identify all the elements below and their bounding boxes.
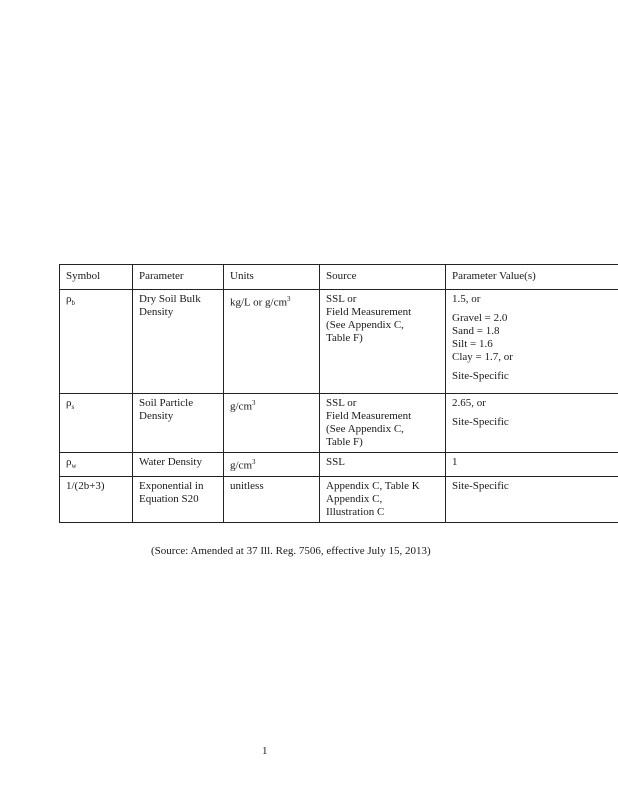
- source-cell-line: SSL: [326, 456, 345, 468]
- parameter-cell-line: Exponential in: [139, 480, 204, 493]
- units-cell: [224, 477, 320, 523]
- source-cell-line: Table F): [326, 436, 363, 448]
- source-cell-line: Appendix C,: [326, 493, 383, 506]
- page-number: 1: [262, 745, 268, 757]
- table-row: [60, 477, 618, 523]
- value-cell: [446, 453, 618, 477]
- value-cell-line: Sand = 1.8: [452, 325, 500, 337]
- source-cell-line: SSL or: [326, 397, 357, 409]
- source-cell: [320, 453, 446, 477]
- symbol-cell: [60, 290, 133, 394]
- symbol-cell: [60, 453, 133, 477]
- units-text: g/cm: [230, 400, 252, 413]
- units-superscript: 3: [287, 295, 291, 303]
- parameter-table-wrapper: [59, 264, 618, 523]
- table-header-row: [60, 265, 618, 290]
- units-superscript: 3: [252, 458, 256, 466]
- value-cell-line: Clay = 1.7, or: [452, 351, 513, 363]
- symbol-base: ρ: [66, 397, 72, 409]
- source-cell-line: Field Measurement: [326, 410, 412, 422]
- parameter-table: [59, 264, 618, 523]
- value-cell: [446, 394, 618, 453]
- value-cell: [446, 290, 618, 394]
- parameter-cell-line: Soil Particle: [139, 397, 194, 409]
- value-cell-line: Site-Specific: [452, 416, 509, 428]
- symbol-cell: [60, 477, 133, 523]
- parameter-cell: [133, 453, 224, 477]
- source-cell: [320, 477, 446, 523]
- source-cell-line: Illustration C: [326, 506, 385, 519]
- source-cell-line: Appendix C, Table K: [326, 480, 420, 493]
- source-cell: [320, 290, 446, 394]
- parameter-cell-line: Equation S20: [139, 493, 199, 506]
- symbol-subscript: s: [71, 403, 75, 412]
- source-note: (Source: Amended at 37 Ill. Reg. 7506, effective July 15, 2013): [151, 545, 431, 557]
- units-cell: [224, 453, 320, 477]
- table-row: [60, 453, 618, 477]
- table-row: [60, 290, 618, 394]
- units-text: g/cm: [230, 459, 252, 472]
- header-symbol: Symbol: [60, 265, 133, 290]
- value-cell-line: Silt = 1.6: [452, 338, 493, 350]
- value-cell-line: Site-Specific: [452, 480, 509, 493]
- parameter-cell-line: Density: [139, 306, 174, 318]
- source-cell-line: Field Measurement: [326, 306, 412, 318]
- parameter-cell-line: Dry Soil Bulk: [139, 293, 201, 305]
- header-parameter-values: Parameter Value(s): [446, 265, 618, 290]
- parameter-cell: [133, 290, 224, 394]
- parameter-cell-line: Density: [139, 410, 174, 422]
- symbol-subscript: w: [71, 462, 77, 471]
- parameter-cell: [133, 477, 224, 523]
- source-cell-line: Table F): [326, 332, 363, 344]
- value-cell: [446, 477, 618, 523]
- source-cell-line: SSL or: [326, 293, 357, 305]
- header-parameter: Parameter: [133, 265, 224, 290]
- symbol-base: 1/(2b+3): [66, 480, 105, 493]
- units-cell: [224, 394, 320, 453]
- source-cell: [320, 394, 446, 453]
- symbol-base: ρ: [66, 293, 72, 305]
- value-cell-line: 1.5, or: [452, 293, 481, 305]
- parameter-cell: [133, 394, 224, 453]
- source-cell-line: (See Appendix C,: [326, 423, 404, 435]
- symbol-base: ρ: [66, 456, 72, 468]
- units-text: kg/L or g/cm: [230, 296, 288, 309]
- value-cell-line: Site-Specific: [452, 370, 509, 382]
- value-cell-line: 2.65, or: [452, 397, 486, 409]
- value-cell-line: 1: [452, 456, 458, 468]
- header-source: Source: [320, 265, 446, 290]
- symbol-cell: [60, 394, 133, 453]
- symbol-subscript: b: [71, 299, 75, 308]
- units-superscript: 3: [252, 399, 256, 407]
- units-text: unitless: [230, 480, 264, 493]
- source-cell-line: (See Appendix C,: [326, 319, 404, 331]
- parameter-cell-line: Water Density: [139, 456, 202, 468]
- value-cell-line: Gravel = 2.0: [452, 312, 508, 324]
- units-cell: [224, 290, 320, 394]
- table-row: [60, 394, 618, 453]
- header-units: Units: [224, 265, 320, 290]
